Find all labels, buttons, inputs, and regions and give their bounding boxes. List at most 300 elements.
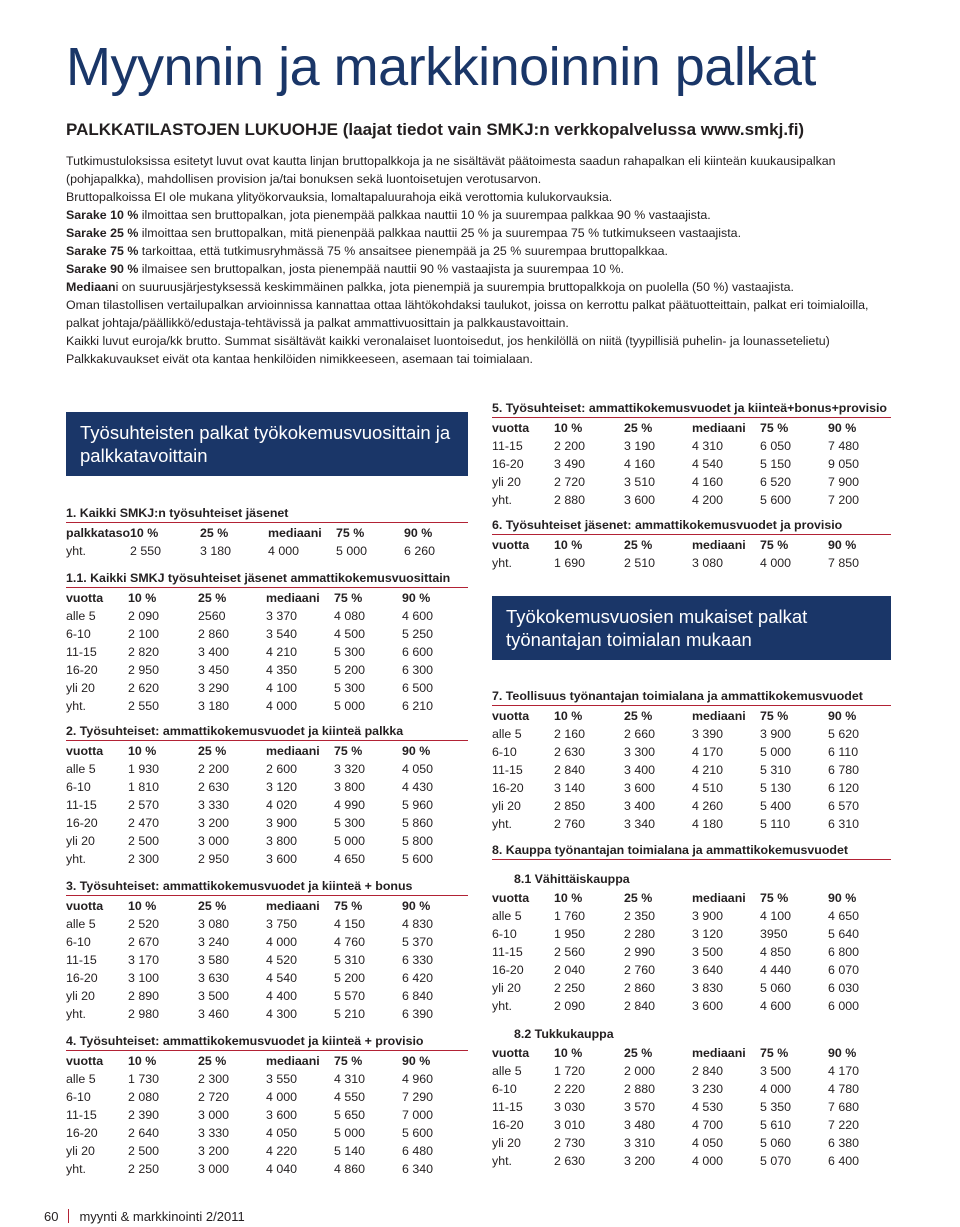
table-cell: 4 440 xyxy=(760,963,792,977)
table-cell: 3 200 xyxy=(198,816,230,830)
table-cell: 3 600 xyxy=(266,852,298,866)
table-title: 4. Työsuhteiset: ammattikokemusvuodet ja kiinteä + provisio xyxy=(66,1033,468,1051)
table-cell: 6 500 xyxy=(402,681,434,695)
table-cell: 3 500 xyxy=(198,989,230,1003)
table-cell: 2 860 xyxy=(624,981,656,995)
table-row xyxy=(66,679,468,697)
table-cell: 2 090 xyxy=(128,609,160,623)
column-header: 90 % xyxy=(828,1046,857,1060)
table-title: 2. Työsuhteiset: ammattikokemusvuodet ja kiinteä palkka xyxy=(66,723,468,741)
table-cell: 2 570 xyxy=(128,798,160,812)
table-cell: 4 400 xyxy=(266,989,298,1003)
table-cell: 4 170 xyxy=(828,1064,860,1078)
column-header: mediaani xyxy=(692,421,746,435)
table-cell: 2 630 xyxy=(198,780,230,794)
column-header: 90 % xyxy=(402,744,431,758)
column-header: mediaani xyxy=(266,591,320,605)
table-3 xyxy=(66,878,468,1023)
column-header: vuotta xyxy=(492,538,530,552)
publication-name: myynti & markkinointi 2/2011 xyxy=(79,1209,245,1224)
row-label: 16-20 xyxy=(492,457,524,471)
row-label: yht. xyxy=(492,493,512,507)
table-cell: 1 760 xyxy=(554,909,586,923)
table-row xyxy=(66,661,468,679)
table-cell: 5 640 xyxy=(828,927,860,941)
column-header: mediaani xyxy=(268,526,322,540)
table-cell: 3 140 xyxy=(554,781,586,795)
column-header: 75 % xyxy=(760,891,789,905)
intro-paragraph: Palkkakuvaukset eivät ota kantaa henkilöiden nimikkeeseen, asemaan tai toimialaan. xyxy=(66,352,533,366)
table-cell: 4 830 xyxy=(402,917,434,931)
table-cell: 2 250 xyxy=(128,1162,160,1176)
table-cell: 4 760 xyxy=(334,935,366,949)
table-cell: 5 200 xyxy=(334,971,366,985)
table-cell: 4 200 xyxy=(692,493,724,507)
table-cell: 4 960 xyxy=(402,1072,434,1086)
table-row xyxy=(66,796,468,814)
table-cell: 2 860 xyxy=(198,627,230,641)
table-cell: 3 080 xyxy=(692,556,724,570)
table-cell: 2 720 xyxy=(554,475,586,489)
column-header: 75 % xyxy=(760,1046,789,1060)
row-label: yli 20 xyxy=(492,475,521,489)
table-cell: 3 830 xyxy=(692,981,724,995)
table-cell: 2 300 xyxy=(198,1072,230,1086)
table-cell: 3 200 xyxy=(198,1144,230,1158)
table-cell: 3 330 xyxy=(198,1126,230,1140)
table-cell: 6 070 xyxy=(828,963,860,977)
table-cell: 2 660 xyxy=(624,727,656,741)
column-header: palkkataso xyxy=(66,526,131,540)
table-cell: 4 100 xyxy=(760,909,792,923)
page-number: 60 xyxy=(44,1209,59,1224)
table-cell: 4 650 xyxy=(828,909,860,923)
table-cell: 5 310 xyxy=(760,763,792,777)
table-row xyxy=(66,832,468,850)
table-cell: 2 880 xyxy=(624,1082,656,1096)
table-cell: 4 050 xyxy=(402,762,434,776)
table-cell: 7 900 xyxy=(828,475,860,489)
table-header-row xyxy=(66,524,468,542)
table-cell: 3 300 xyxy=(624,745,656,759)
table-row xyxy=(492,437,891,455)
table-cell: 3 310 xyxy=(624,1136,656,1150)
table-row xyxy=(66,697,468,715)
column-header: 75 % xyxy=(760,538,789,552)
table-cell: 5 570 xyxy=(334,989,366,1003)
table-row xyxy=(492,1080,891,1098)
column-header: 10 % xyxy=(128,744,157,758)
table-title: 5. Työsuhteiset: ammattikokemusvuodet ja kiinteä+bonus+provisio xyxy=(492,400,891,418)
table-cell: 3 490 xyxy=(554,457,586,471)
table-row xyxy=(492,473,891,491)
table-cell: 6 110 xyxy=(828,745,859,759)
table-cell: 6 600 xyxy=(402,645,434,659)
column-header: 75 % xyxy=(334,1054,363,1068)
row-label: yht. xyxy=(492,999,512,1013)
table-cell: 2 500 xyxy=(128,834,160,848)
table-cell: 4 540 xyxy=(266,971,298,985)
table-cell: 4 700 xyxy=(692,1118,724,1132)
table-cell: 3 540 xyxy=(266,627,298,641)
table-cell: 5 300 xyxy=(334,816,366,830)
column-header: vuotta xyxy=(492,421,530,435)
table-row xyxy=(492,455,891,473)
table-cell: 6 570 xyxy=(828,799,860,813)
table-row xyxy=(66,969,468,987)
table-cell: 6 000 xyxy=(828,999,860,1013)
column-header: 90 % xyxy=(828,891,857,905)
table-cell: 4 780 xyxy=(828,1082,860,1096)
table-row xyxy=(492,997,891,1015)
table-cell: 3 460 xyxy=(198,1007,230,1021)
table-cell: 3 120 xyxy=(266,780,298,794)
table-cell: 4 000 xyxy=(266,699,298,713)
table-4 xyxy=(66,1033,468,1178)
table-header-row xyxy=(66,897,468,915)
table-cell: 2560 xyxy=(198,609,226,623)
table-cell: 2 720 xyxy=(198,1090,230,1104)
page-title: Myynnin ja markkinoinnin palkat xyxy=(66,37,816,97)
table-cell: 2 840 xyxy=(624,999,656,1013)
table-cell: 4 860 xyxy=(334,1162,366,1176)
table-cell: 3 400 xyxy=(624,799,656,813)
table-cell: 5 210 xyxy=(334,1007,366,1021)
table-8-2 xyxy=(492,1026,891,1170)
column-header: 25 % xyxy=(624,1046,653,1060)
table-cell: 2 200 xyxy=(198,762,230,776)
table-cell: 4 430 xyxy=(402,780,434,794)
column-header: vuotta xyxy=(492,891,530,905)
table-title: 8.1 Vähittäiskauppa xyxy=(514,872,630,886)
table-row xyxy=(492,1098,891,1116)
row-label: 16-20 xyxy=(66,816,98,830)
table-cell: 4 300 xyxy=(266,1007,298,1021)
table-cell: 3 630 xyxy=(198,971,230,985)
table-cell: 4 150 xyxy=(334,917,366,931)
table-cell: 4 000 xyxy=(268,544,300,558)
table-cell: 2 840 xyxy=(554,763,586,777)
footer xyxy=(44,1209,245,1224)
column-header: vuotta xyxy=(66,591,104,605)
table-8-heading xyxy=(492,842,891,860)
table-cell: 2 520 xyxy=(128,917,160,931)
table-cell: 2 510 xyxy=(624,556,656,570)
table-cell: 5 310 xyxy=(334,953,366,967)
row-label: 6-10 xyxy=(66,780,91,794)
table-cell: 2 470 xyxy=(128,816,160,830)
intro-paragraph: Tutkimustuloksissa esitetyt luvut ovat kautta linjan bruttopalkkoja ja ne sisältävät päätoimesta saadun rahapalkan eli kiinteän kuukausipalkan (pohjapalkka), mahdollisen provision ja/tai bonuksen sekä luontoisetujen verotusarvon. xyxy=(66,154,836,186)
table-cell: 3 570 xyxy=(624,1100,656,1114)
footer-divider xyxy=(68,1209,69,1223)
column-header: 75 % xyxy=(760,421,789,435)
table-cell: 5 150 xyxy=(760,457,792,471)
table-1-1 xyxy=(66,570,468,715)
table-cell: 3 900 xyxy=(266,816,298,830)
table-cell: 4 000 xyxy=(266,935,298,949)
table-cell: 2 760 xyxy=(554,817,586,831)
table-cell: 5 140 xyxy=(334,1144,366,1158)
column-header: 75 % xyxy=(334,899,363,913)
table-cell: 4 350 xyxy=(266,663,298,677)
table-cell: 2 980 xyxy=(128,1007,160,1021)
row-label: alle 5 xyxy=(492,909,522,923)
table-cell: 4 260 xyxy=(692,799,724,813)
table-row xyxy=(66,1124,468,1142)
table-cell: 3 230 xyxy=(692,1082,724,1096)
row-label: yht. xyxy=(66,699,86,713)
table-row xyxy=(66,760,468,778)
table-cell: 4 080 xyxy=(334,609,366,623)
table-cell: 2 550 xyxy=(128,699,160,713)
table-cell: 5 000 xyxy=(334,834,366,848)
row-label: alle 5 xyxy=(66,917,96,931)
row-label: 11-15 xyxy=(66,798,97,812)
table-cell: 1 690 xyxy=(554,556,586,570)
row-label: 16-20 xyxy=(492,963,524,977)
table-cell: 7 000 xyxy=(402,1108,434,1122)
table-row xyxy=(66,814,468,832)
table-cell: 4 180 xyxy=(692,817,724,831)
section-heading: PALKKATILASTOJEN LUKUOHJE (laajat tiedot vain SMKJ:n verkkopalvelussa www.smkj.fi) xyxy=(66,120,805,139)
table-cell: 3 100 xyxy=(128,971,160,985)
table-cell: 5 070 xyxy=(760,1154,792,1168)
table-cell: 3 900 xyxy=(760,727,792,741)
table-6 xyxy=(492,517,891,572)
table-cell: 2 730 xyxy=(554,1136,586,1150)
column-header: vuotta xyxy=(66,744,104,758)
table-title: 8. Kauppa työnantajan toimialana ja ammattikokemusvuodet xyxy=(492,842,891,860)
row-label: yht. xyxy=(66,1162,86,1176)
table-cell: 3 290 xyxy=(198,681,230,695)
table-cell: 3 010 xyxy=(554,1118,586,1132)
intro-text xyxy=(66,152,898,368)
row-label: yht. xyxy=(492,1154,512,1168)
table-cell: 4 000 xyxy=(266,1090,298,1104)
table-cell: 6 520 xyxy=(760,475,792,489)
table-cell: 3 000 xyxy=(198,834,230,848)
table-cell: 4 990 xyxy=(334,798,366,812)
table-row xyxy=(66,1106,468,1124)
table-cell: 6 780 xyxy=(828,763,860,777)
table-cell: 6 330 xyxy=(402,953,434,967)
table-cell: 2 670 xyxy=(128,935,160,949)
table-row xyxy=(492,491,891,509)
table-cell: 5 600 xyxy=(402,852,434,866)
column-header: vuotta xyxy=(66,899,104,913)
table-cell: 6 120 xyxy=(828,781,860,795)
table-cell: 4 540 xyxy=(692,457,724,471)
column-header: 75 % xyxy=(760,709,789,723)
table-row xyxy=(492,761,891,779)
row-label: alle 5 xyxy=(66,762,96,776)
table-cell: 1 950 xyxy=(554,927,586,941)
table-row xyxy=(66,1160,468,1178)
table-row xyxy=(492,1116,891,1134)
row-label: 16-20 xyxy=(492,781,524,795)
row-label: yht. xyxy=(66,1007,86,1021)
row-label: yli 20 xyxy=(492,1136,521,1150)
table-row xyxy=(66,1005,468,1023)
column-header: 25 % xyxy=(624,891,653,905)
table-cell: 7 290 xyxy=(402,1090,434,1104)
table-title: 1.1. Kaikki SMKJ työsuhteiset jäsenet ammattikokemusvuosittain xyxy=(66,570,468,588)
column-header: 10 % xyxy=(554,709,583,723)
intro-paragraph: Mediaani on suuruusjärjestyksessä keskimmäinen palkka, jota pienempiä ja suurempia bruttopalkkoja on puolella (50 %) vastaajista. xyxy=(66,280,794,294)
table-cell: 3 370 xyxy=(266,609,298,623)
table-header-row xyxy=(492,1044,891,1062)
row-label: yli 20 xyxy=(492,799,521,813)
table-row xyxy=(66,933,468,951)
row-label: yht. xyxy=(66,544,86,558)
table-row xyxy=(66,951,468,969)
table-row xyxy=(492,554,891,572)
row-label: yli 20 xyxy=(492,981,521,995)
table-cell: 4 040 xyxy=(266,1162,298,1176)
row-label: 11-15 xyxy=(492,1100,523,1114)
table-title: 3. Työsuhteiset: ammattikokemusvuodet ja kiinteä + bonus xyxy=(66,878,468,896)
row-label: 11-15 xyxy=(492,763,523,777)
row-label: 6-10 xyxy=(66,1090,91,1104)
column-header: vuotta xyxy=(492,709,530,723)
table-cell: 5 860 xyxy=(402,816,434,830)
table-cell: 2 890 xyxy=(128,989,160,1003)
table-cell: 4 160 xyxy=(692,475,724,489)
table-cell: 7 850 xyxy=(828,556,860,570)
row-label: yht. xyxy=(492,817,512,831)
table-row xyxy=(66,643,468,661)
table-cell: 5 300 xyxy=(334,645,366,659)
table-cell: 3 080 xyxy=(198,917,230,931)
column-header: 90 % xyxy=(402,1054,431,1068)
column-header: 75 % xyxy=(336,526,365,540)
column-header: 25 % xyxy=(198,899,227,913)
table-row xyxy=(66,987,468,1005)
table-row xyxy=(66,1088,468,1106)
table-cell: 6 260 xyxy=(404,544,436,558)
table-cell: 4 220 xyxy=(266,1144,298,1158)
column-header: 25 % xyxy=(198,744,227,758)
table-7 xyxy=(492,688,891,833)
table-row xyxy=(66,542,468,560)
table-cell: 5 000 xyxy=(336,544,368,558)
row-label: yli 20 xyxy=(66,989,95,1003)
column-header: 90 % xyxy=(828,538,857,552)
table-cell: 6 300 xyxy=(402,663,434,677)
table-cell: 2 350 xyxy=(624,909,656,923)
row-label: alle 5 xyxy=(492,727,522,741)
table-cell: 3 240 xyxy=(198,935,230,949)
table-cell: 3 340 xyxy=(624,817,656,831)
column-header: mediaani xyxy=(266,899,320,913)
table-cell: 5 620 xyxy=(828,727,860,741)
table-cell: 3 400 xyxy=(624,763,656,777)
table-cell: 5 650 xyxy=(334,1108,366,1122)
table-cell: 2 390 xyxy=(128,1108,160,1122)
table-cell: 6 380 xyxy=(828,1136,860,1150)
row-label: 11-15 xyxy=(492,439,523,453)
table-row xyxy=(66,1142,468,1160)
intro-paragraph: Kaikki luvut euroja/kk brutto. Summat sisältävät kaikki veronalaiset luontoisedut, jos henkilöllä on niitä (tyypillisiä puhelin- ja lounassetelietu) xyxy=(66,334,830,348)
table-cell: 4 510 xyxy=(692,781,724,795)
table-cell: 2 840 xyxy=(692,1064,724,1078)
table-row xyxy=(492,979,891,997)
row-label: 11-15 xyxy=(66,1108,97,1122)
table-cell: 5 600 xyxy=(760,493,792,507)
table-cell: 3 180 xyxy=(198,699,230,713)
row-label: alle 5 xyxy=(66,609,96,623)
row-label: 6-10 xyxy=(492,1082,517,1096)
table-cell: 4 600 xyxy=(760,999,792,1013)
table-cell: 6 050 xyxy=(760,439,792,453)
table-cell: 3 550 xyxy=(266,1072,298,1086)
table-8-1 xyxy=(492,871,891,1015)
column-header: 90 % xyxy=(828,421,857,435)
table-cell: 6 340 xyxy=(402,1162,434,1176)
table-row xyxy=(66,915,468,933)
table-cell: 6 800 xyxy=(828,945,860,959)
table-cell: 4 000 xyxy=(760,1082,792,1096)
table-cell: 4 000 xyxy=(760,556,792,570)
column-header: 10 % xyxy=(554,891,583,905)
table-cell: 2 500 xyxy=(128,1144,160,1158)
table-cell: 4 050 xyxy=(266,1126,298,1140)
table-cell: 2 000 xyxy=(624,1064,656,1078)
table-cell: 2 560 xyxy=(554,945,586,959)
table-cell: 2 160 xyxy=(554,727,586,741)
intro-paragraph: Sarake 25 % ilmoittaa sen bruttopalkan, mitä pienenpää palkkaa nauttii 25 % ja suurempaa 75 % tutkimukseen vastaajista. xyxy=(66,226,742,240)
table-cell: 4 310 xyxy=(692,439,724,453)
table-row xyxy=(492,797,891,815)
table-header-row xyxy=(492,889,891,907)
table-cell: 3 800 xyxy=(266,834,298,848)
table-cell: 5 000 xyxy=(334,699,366,713)
table-row xyxy=(492,779,891,797)
column-header: mediaani xyxy=(266,744,320,758)
table-cell: 3950 xyxy=(760,927,788,941)
table-cell: 5 060 xyxy=(760,981,792,995)
column-header: 90 % xyxy=(402,591,431,605)
table-cell: 3 640 xyxy=(692,963,724,977)
table-cell: 2 200 xyxy=(554,439,586,453)
table-row xyxy=(66,778,468,796)
table-cell: 1 810 xyxy=(128,780,160,794)
row-label: yht. xyxy=(492,556,512,570)
table-cell: 3 030 xyxy=(554,1100,586,1114)
row-label: 16-20 xyxy=(492,1118,524,1132)
column-header: 25 % xyxy=(624,709,653,723)
table-cell: 4 100 xyxy=(266,681,298,695)
table-cell: 4 170 xyxy=(692,745,724,759)
table-row xyxy=(492,815,891,833)
table-cell: 2 280 xyxy=(624,927,656,941)
table-cell: 3 600 xyxy=(624,493,656,507)
table-cell: 3 170 xyxy=(128,953,160,967)
table-cell: 4 310 xyxy=(334,1072,366,1086)
column-header: 25 % xyxy=(198,591,227,605)
table-cell: 9 050 xyxy=(828,457,860,471)
table-cell: 2 100 xyxy=(128,627,160,641)
table-title: 1. Kaikki SMKJ:n työsuhteiset jäsenet xyxy=(66,505,468,523)
table-title: 7. Teollisuus työnantajan toimialana ja ammattikokemusvuodet xyxy=(492,688,891,706)
column-header: 10 % xyxy=(128,1054,157,1068)
table-cell: 3 180 xyxy=(200,544,232,558)
column-header: 90 % xyxy=(402,899,431,913)
table-cell: 5 110 xyxy=(760,817,791,831)
table-row xyxy=(492,961,891,979)
table-cell: 2 250 xyxy=(554,981,586,995)
table-cell: 2 620 xyxy=(128,681,160,695)
